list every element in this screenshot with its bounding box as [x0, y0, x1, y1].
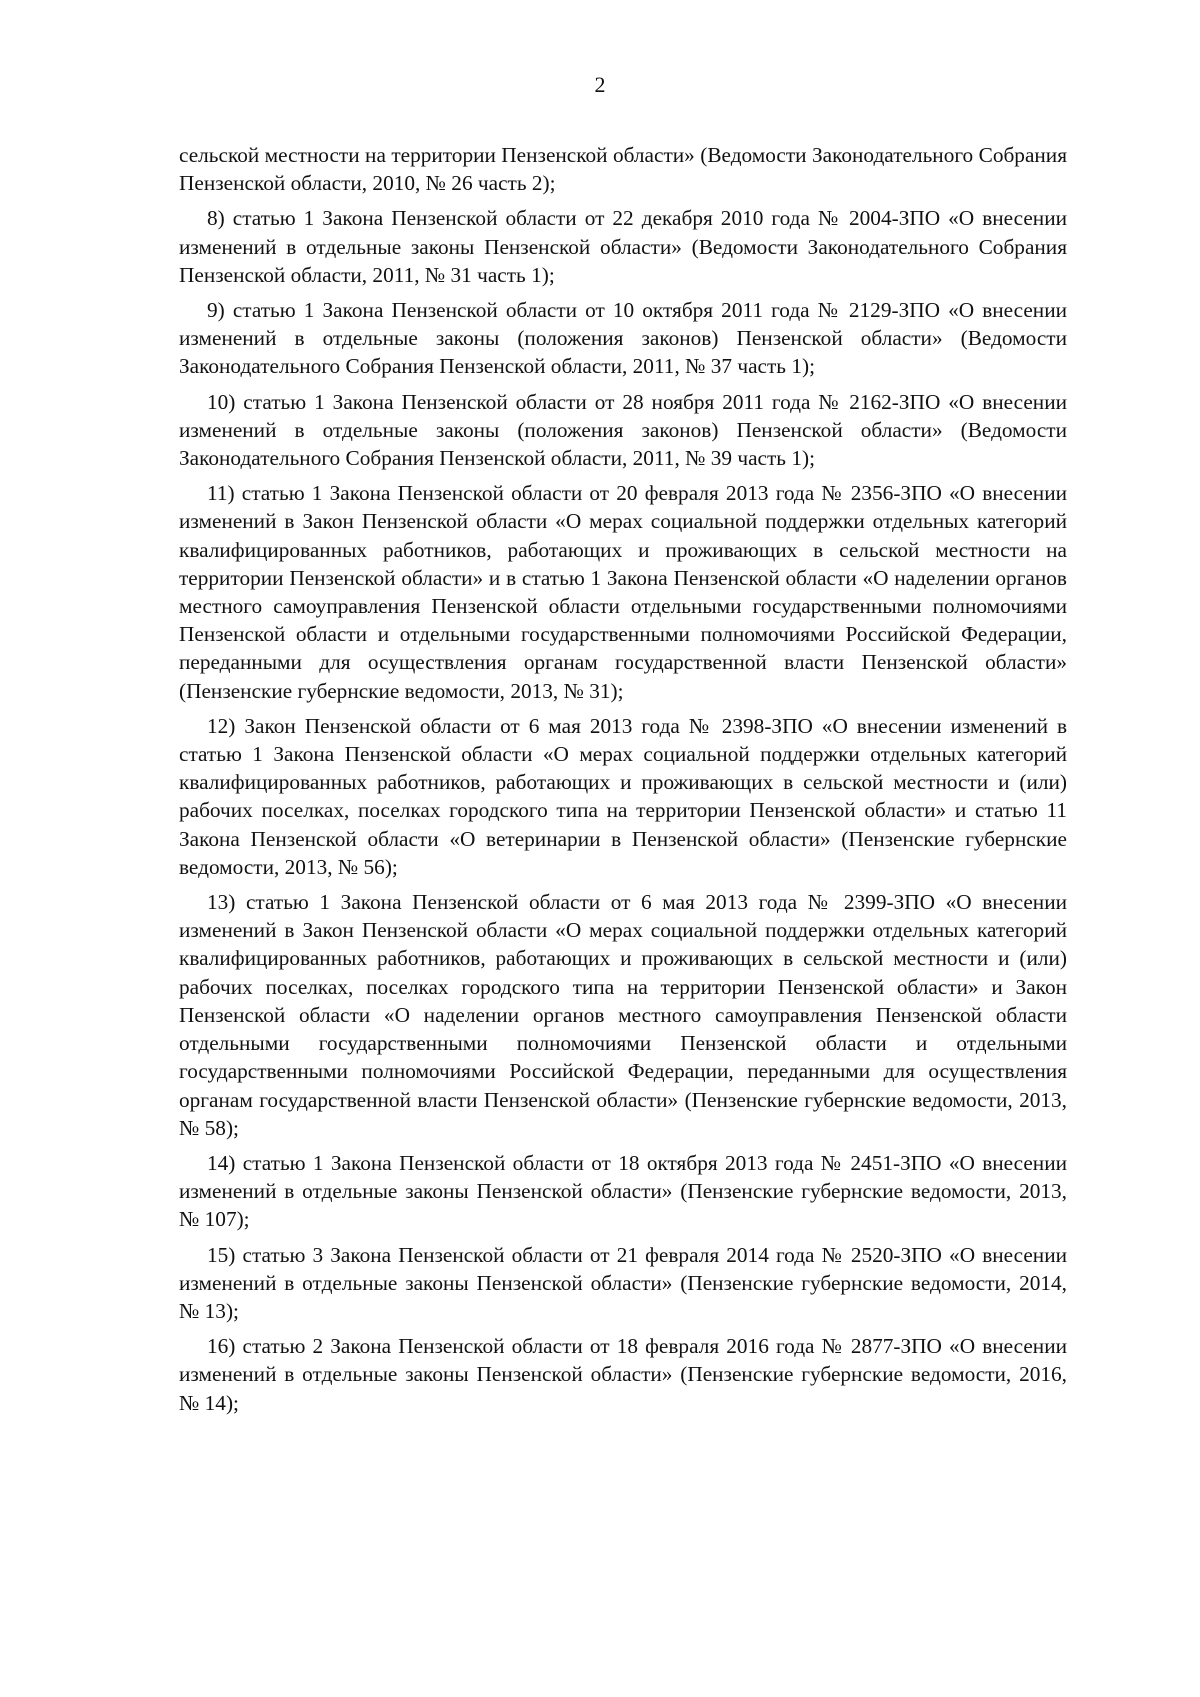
paragraph-item-15: 15) статью 3 Закона Пензенской области от 21 февраля 2014 года № 2520-ЗПО «О внесении изменений в отдельные законы Пензенской области» (Пензенские губернские ведомости, 2014, № 13); — [179, 1242, 1067, 1323]
paragraph-item-12: 12) Закон Пензенской области от 6 мая 2013 года № 2398-ЗПО «О внесении изменений в статью 1 Закона Пензенской области «О мерах социальной поддержки отдельных категорий квалифицированных работников, работающих и проживающих в сельской местности и (или) рабочих поселках, поселках городского типа на территории Пензенской области» и статью 11 Закона Пензенской области «О ветеринарии в Пензенской области» (Пензенские губернские ведомости, 2013, № 56); — [179, 713, 1067, 879]
paragraph-item-8: 8) статью 1 Закона Пензенской области от 22 декабря 2010 года № 2004-ЗПО «О внесении изменений в отдельные законы Пензенской области» (Ведомости Законодательного Собрания Пензенской области, 2011, № 31 часть 1); — [179, 206, 1067, 287]
paragraph-item-11: 11) статью 1 Закона Пензенской области от 20 февраля 2013 года № 2356-ЗПО «О внесении изменений в Закон Пензенской области «О мерах социальной поддержки отдельных категорий квалифицированных работников, работающих и проживающих в сельской местности на территории Пензенской области» и в статью 1 Закона Пензенской области «О наделении органов местного самоуправления Пензенской области отдельными государственными полномочиями Пензенской области и отдельными государственными полномочиями Российской Федерации, переданными для осуществления органам государственной власти Пензенской области» (Пензенские губернские ведомости, 2013, № 31); — [179, 481, 1067, 703]
paragraph-item-16: 16) статью 2 Закона Пензенской области от 18 февраля 2016 года № 2877-ЗПО «О внесении изменений в отдельные законы Пензенской области» (Пензенские губернские ведомости, 2016, № 14); — [179, 1334, 1067, 1415]
paragraph-item-14: 14) статью 1 Закона Пензенской области от 18 октября 2013 года № 2451-ЗПО «О внесении изменений в отдельные законы Пензенской области» (Пензенские губернские ведомости, 2013, № 107); — [179, 1150, 1067, 1232]
paragraph-item-10: 10) статью 1 Закона Пензенской области от 28 ноября 2011 года № 2162-ЗПО «О внесении изменений в отдельные законы (положения законов) Пензенской области» (Ведомости Законодательного Собрания Пензенской области, 2011, № 39 часть 1); — [179, 389, 1067, 471]
paragraph-item-9: 9) статью 1 Закона Пензенской области от 10 октября 2011 года № 2129-ЗПО «О внесении изменений в отдельные законы (положения законов) Пензенской области» (Ведомости Законодательного Собрания Пензенской области, 2011, № 37 часть 1); — [179, 298, 1067, 379]
page-number: 2 — [594, 72, 606, 97]
document-body — [179, 141, 1067, 1424]
paragraph-item-13: 13) статью 1 Закона Пензенской области от 6 мая 2013 года № 2399-ЗПО «О внесении изменений в Закон Пензенской области «О мерах социальной поддержки отдельных категорий квалифицированных работников, работающих и проживающих в сельской местности и (или) рабочих поселках, поселках городского типа на территории Пензенской области» и Закон Пензенской области «О наделении органов местного самоуправления Пензенской области отдельными государственными полномочиями Пензенской области и отдельными государственными полномочиями Российской Федерации, переданными для осуществления органам государственной власти Пензенской области» (Пензенские губернские ведомости, 2013, № 58); — [179, 890, 1067, 1140]
paragraph-continuation: сельской местности на территории Пензенской области» (Ведомости Законодательного Собрания Пензенской области, 2010, № 26 часть 2); — [179, 143, 1067, 196]
